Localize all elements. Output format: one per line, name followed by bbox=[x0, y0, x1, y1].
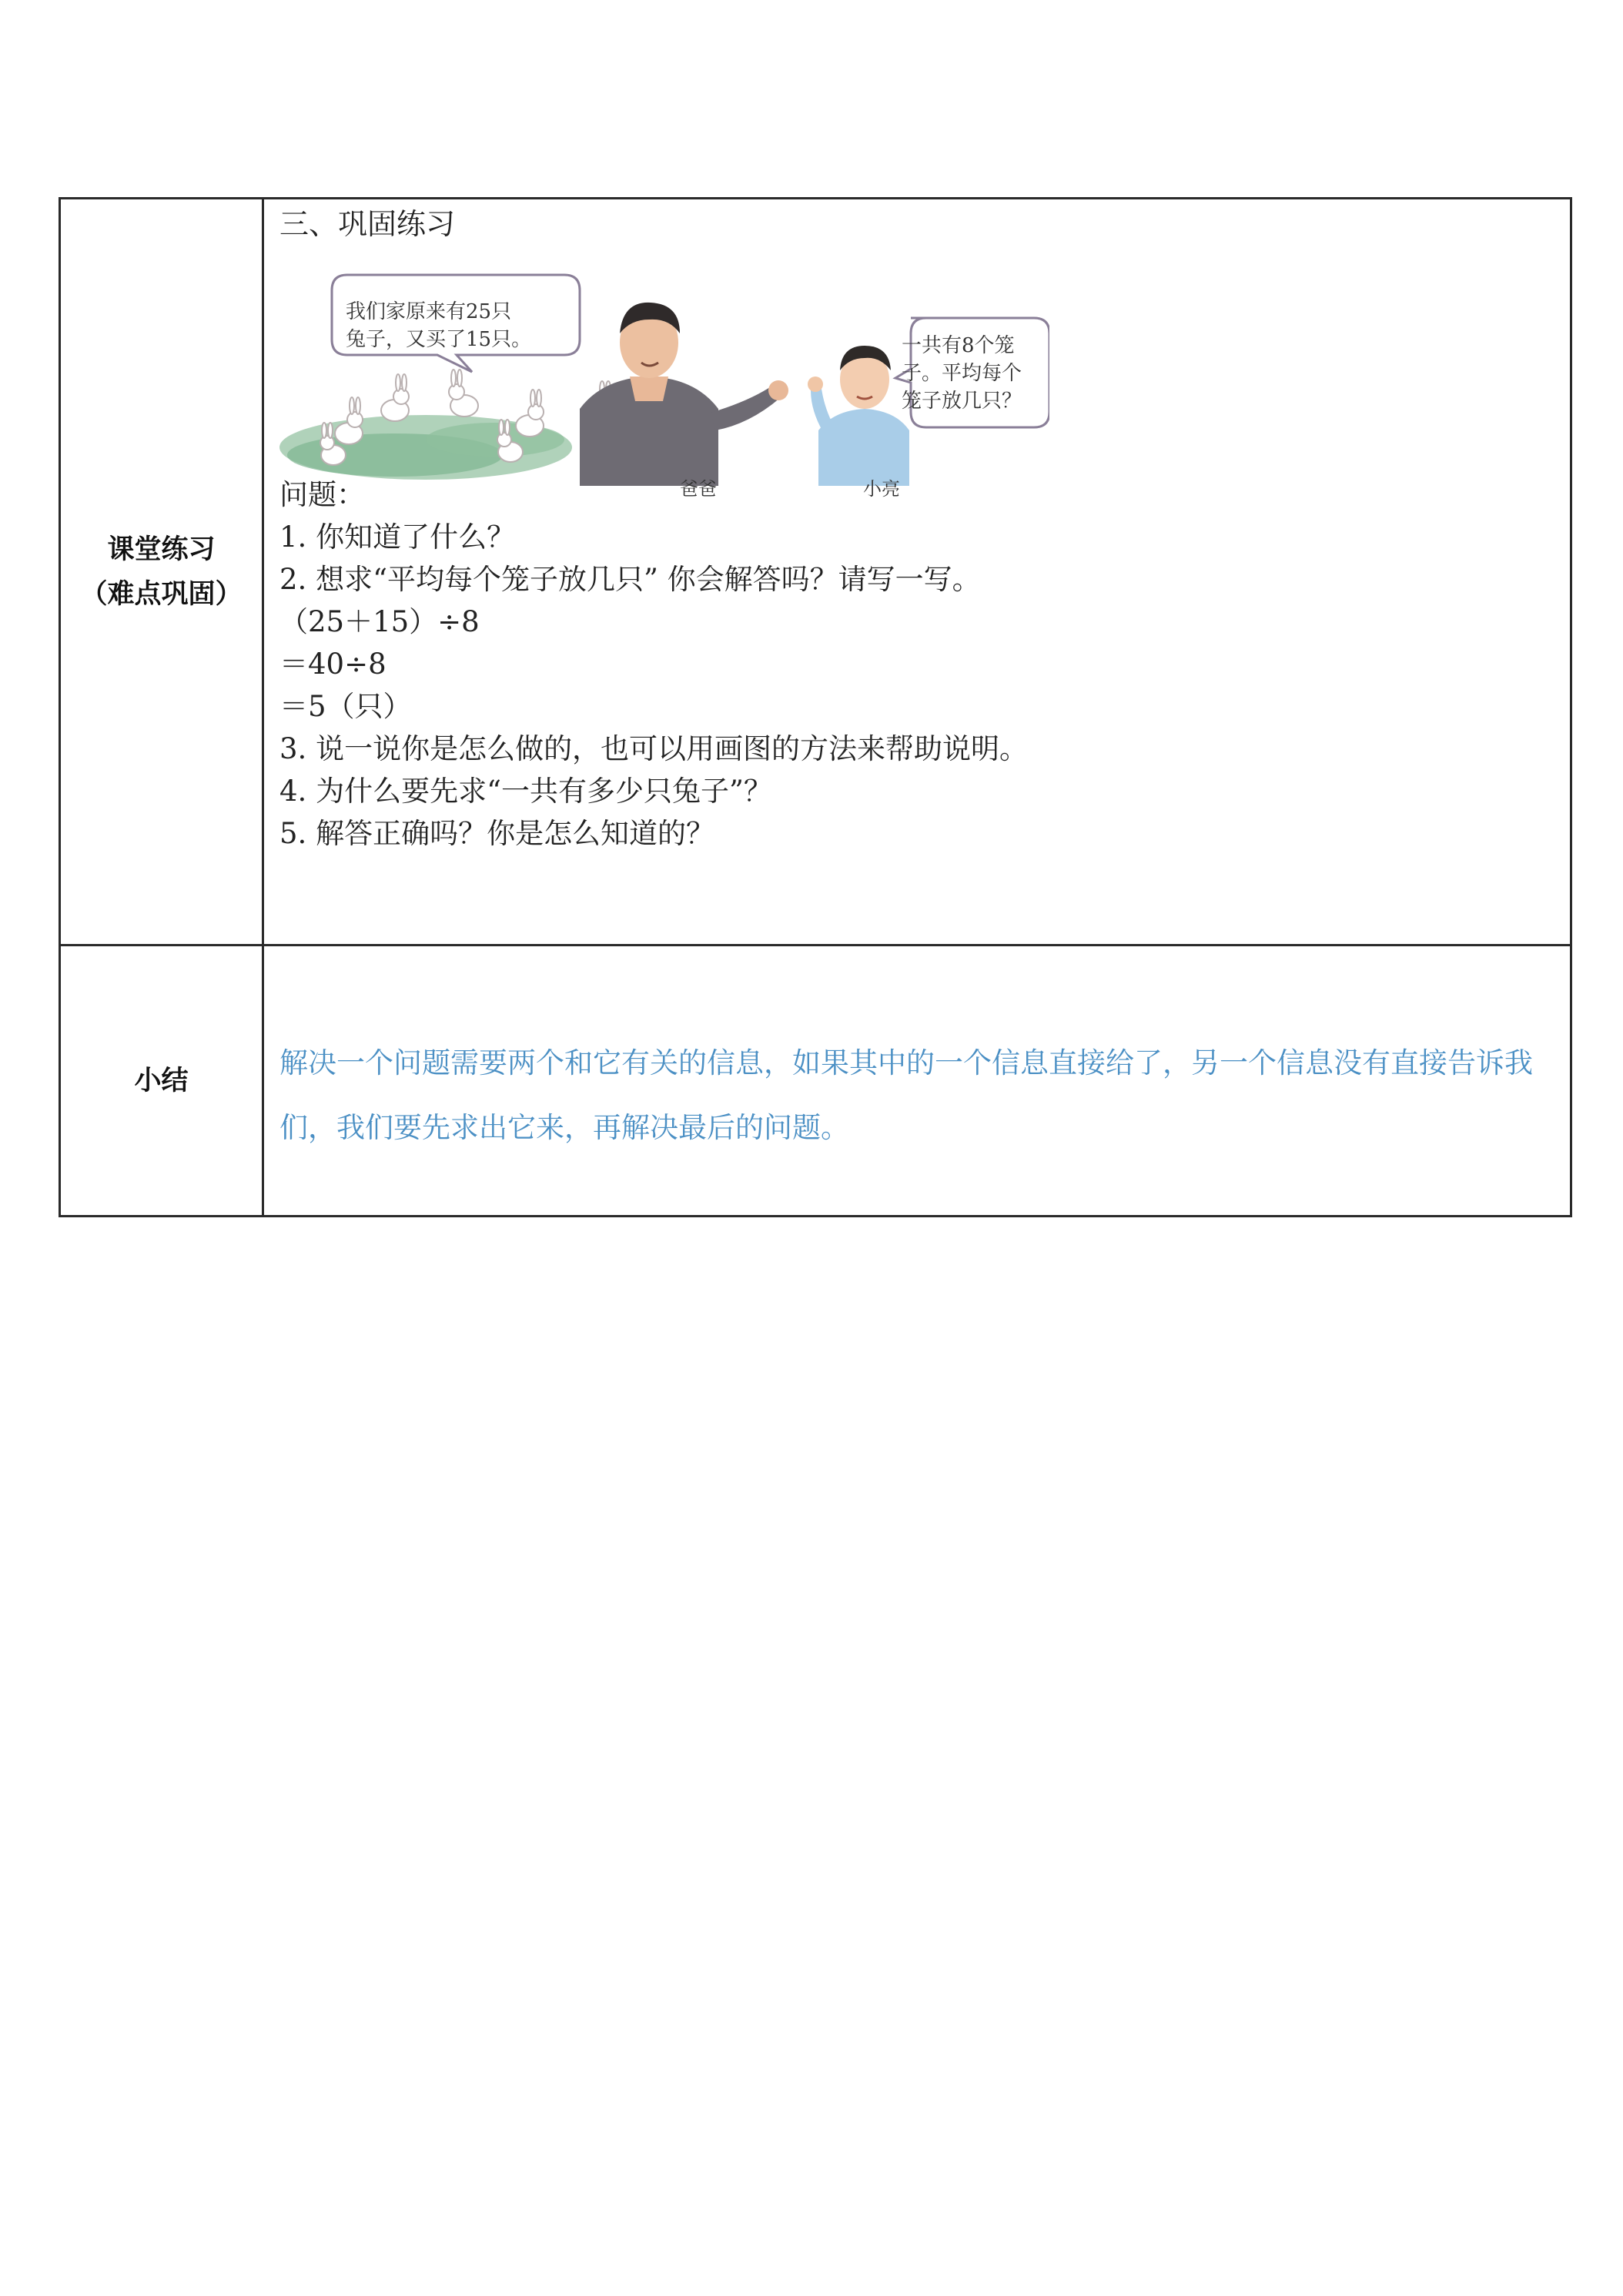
practice-header-title: 课堂练习 bbox=[107, 534, 216, 565]
summary-text: 解决一个问题需要两个和它有关的信息，如果其中的一个信息直接给了，另一个信息没有直接告诉我们，我们要先求出它来，再解决最后的问题。 bbox=[279, 1046, 1533, 1144]
dad-figure bbox=[580, 303, 788, 486]
question-item: 5. 解答正确吗？你是怎么知道的？ bbox=[279, 817, 715, 850]
boy-name-label: 小亮 bbox=[863, 478, 900, 500]
calculation-line: （25＋15）÷8 bbox=[279, 605, 480, 638]
boy-speech-line: 一共有8个笼 bbox=[902, 334, 1015, 357]
questions-heading: 问题： bbox=[279, 478, 365, 511]
dad-speech-text bbox=[346, 298, 531, 353]
summary-header-title: 小结 bbox=[134, 1065, 189, 1096]
rabbit-icon bbox=[516, 390, 544, 437]
summary-row bbox=[60, 946, 1571, 1217]
dad-name-label: 爸爸 bbox=[680, 478, 717, 500]
summary-header-cell bbox=[60, 946, 263, 1217]
question-item: 4. 为什么要先求“一共有多少只兔子”？ bbox=[279, 775, 772, 808]
boy-speech-text bbox=[902, 332, 1022, 415]
question-list bbox=[279, 474, 1570, 855]
practice-row bbox=[60, 199, 1571, 946]
rabbit-icon bbox=[381, 374, 409, 421]
practice-header-cell bbox=[60, 199, 263, 946]
question-item: 2. 想求“平均每个笼子放几只” 你会解答吗？请写一写。 bbox=[279, 563, 981, 596]
question-item: 3. 说一说你是怎么做的，也可以用画图的方法来帮助说明。 bbox=[279, 732, 1029, 765]
rabbit-icon bbox=[335, 397, 363, 444]
practice-header-subtitle: （难点巩固） bbox=[80, 578, 243, 610]
dad-speech-line: 兔子，又买了15只。 bbox=[346, 328, 532, 351]
dad-speech-line: 我们家原来有25只 bbox=[346, 300, 512, 323]
boy-figure bbox=[808, 346, 909, 486]
practice-content-cell bbox=[263, 199, 1571, 946]
calculation-line: ＝5（只） bbox=[279, 690, 412, 723]
summary-content-cell bbox=[263, 946, 1571, 1217]
boy-speech-line: 子。平均每个 bbox=[902, 362, 1022, 385]
calculation-line: ＝40÷8 bbox=[279, 648, 387, 681]
question-item: 1. 你知道了什么？ bbox=[279, 520, 516, 554]
section-title: 三、巩固练习 bbox=[279, 207, 456, 241]
rabbit-icon bbox=[449, 370, 478, 417]
lesson-table bbox=[59, 197, 1572, 1217]
boy-speech-line: 笼子放几只？ bbox=[902, 390, 1022, 413]
